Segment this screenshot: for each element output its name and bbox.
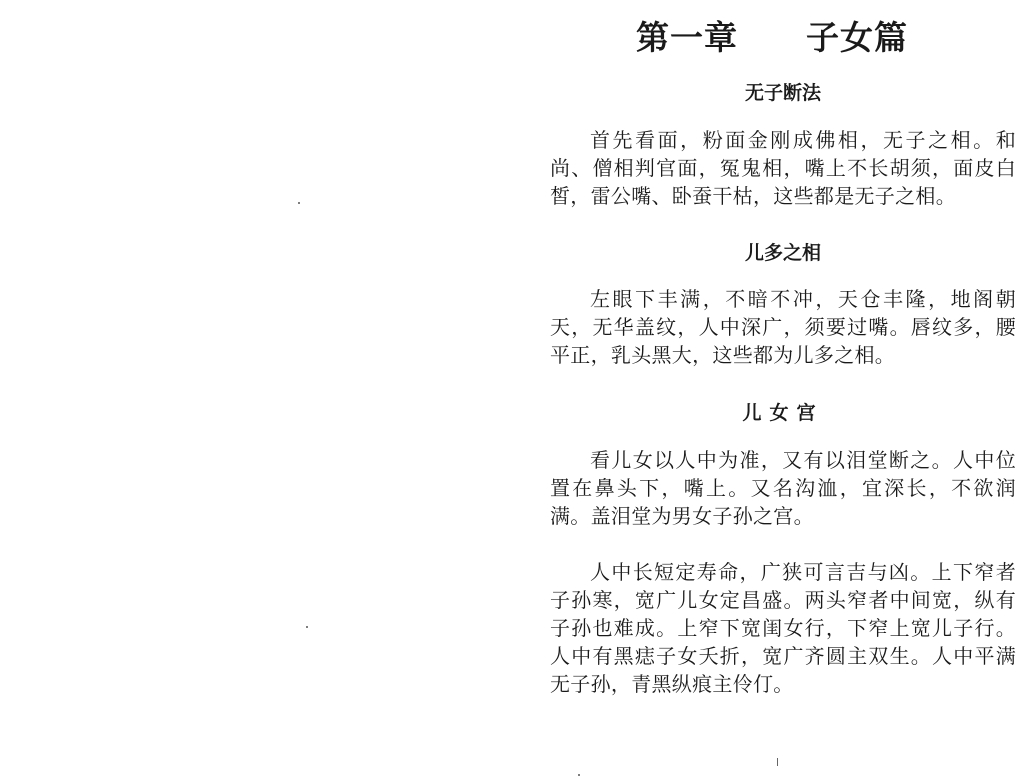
section-heading-no-children: 无子断法 <box>744 82 821 104</box>
paragraph-children-palace-1: 看儿女以人中为准，又有以泪堂断之。人中位置在鼻头下，嘴上。又名沟洫，宜深长，不欲润满。盖泪堂为男女子孙之宫。 <box>550 448 1016 528</box>
section-heading-children-palace: 儿女宫 <box>742 402 824 424</box>
paragraph-children-palace-2: 人中长短定寿命，广狭可言吉与凶。上下窄者子孙寒，宽广儿女定昌盛。两头窄者中间宽，纵有子孙也难成。上窄下宽闺女行，下窄上宽儿子行。人中有黑痣子女夭折，宽广齐圆主双生。人中平满无子孙，青黑纵痕主伶仃。 <box>550 560 1016 696</box>
page-edge-mark <box>777 758 778 766</box>
section-heading-many-sons: 儿多之相 <box>744 242 821 264</box>
paragraph-many-sons: 左眼下丰满，不暗不冲，天仓丰隆，地阁朝天，无华盖纹，人中深广，须要过嘴。唇纹多，腰平正，乳头黑大，这些都为儿多之相。 <box>550 287 1016 367</box>
paragraph-no-children: 首先看面，粉面金刚成佛相，无子之相。和尚、僧相判官面，冤鬼相，嘴上不长胡须，面皮白皙，雷公嘴、卧蚕干枯，这些都是无子之相。 <box>550 128 1016 208</box>
scan-speck <box>298 202 300 204</box>
chapter-title: 第一章 子女篇 <box>636 18 908 57</box>
book-page-right <box>550 0 1016 782</box>
scan-speck <box>306 626 308 628</box>
scan-speck <box>578 774 580 776</box>
